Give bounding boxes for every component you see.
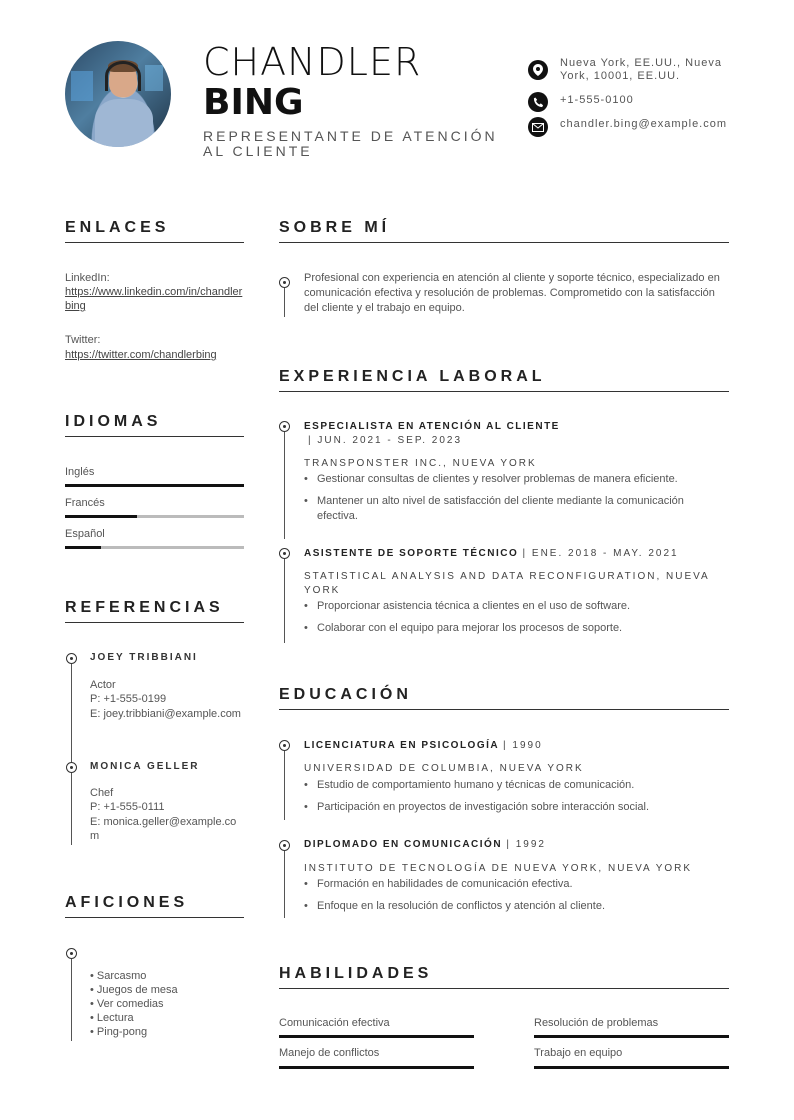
- skill-label: Resolución de problemas: [534, 1017, 659, 1029]
- timeline-dot-icon: [66, 653, 77, 664]
- skill-bar: [534, 1066, 729, 1069]
- hobby-item: • Ping-pong: [90, 1026, 148, 1038]
- timeline-dot-icon: [279, 277, 290, 288]
- job-title: ESPECIALISTA EN ATENCIÓN AL CLIENTE: [304, 421, 560, 432]
- language-bar-fill: [65, 515, 137, 518]
- section-title-habilidades: HABILIDADES: [279, 965, 433, 982]
- timeline-dot-icon: [279, 548, 290, 559]
- skill-bar-fill: [534, 1066, 729, 1069]
- timeline-dot-icon: [279, 840, 290, 851]
- reference-email: E: joey.tribbiani@example.com: [90, 708, 241, 720]
- school: UNIVERSIDAD DE COLUMBIA, NUEVA YORK: [304, 763, 584, 774]
- avatar: [65, 41, 171, 147]
- skill-bar-fill: [279, 1066, 474, 1069]
- twitter-link[interactable]: https://twitter.com/chandlerbing: [65, 349, 217, 361]
- timeline-dot-icon: [279, 421, 290, 432]
- timeline-line: [284, 555, 285, 643]
- language-bar-fill: [65, 546, 101, 549]
- section-title-educacion: EDUCACIÓN: [279, 686, 412, 703]
- divider: [279, 242, 729, 243]
- reference-name: JOEY TRIBBIANI: [90, 652, 198, 663]
- reference-role: Chef: [90, 787, 114, 799]
- timeline-line: [284, 427, 285, 539]
- degree-title: DIPLOMADO EN COMUNICACIÓN | 1992: [304, 839, 546, 850]
- hobby-item: • Sarcasmo: [90, 970, 147, 982]
- hobby-item: • Lectura: [90, 1012, 134, 1024]
- timeline-dot-icon: [279, 740, 290, 751]
- address: Nueva York, EE.UU., Nueva York, 10001, EE.UU.: [560, 57, 722, 82]
- section-title-aficiones: AFICIONES: [65, 894, 189, 911]
- phone-icon: [528, 92, 548, 112]
- divider: [279, 988, 729, 989]
- language-label: Español: [65, 528, 105, 540]
- reference-role: Actor: [90, 679, 116, 691]
- about-text: Profesional con experiencia en atención al cliente y soporte técnico, especializado en comunicación efectiva y resolución de problemas. Comprometido con la satisfacción del cliente y el trabajo en equipo.: [304, 272, 720, 314]
- job-bullet: • Mantener un alto nivel de satisfacción del cliente mediante la comunicación efectiva.: [304, 495, 684, 522]
- skill-label: Trabajo en equipo: [534, 1047, 623, 1059]
- reference-phone: P: +1-555-0199: [90, 693, 167, 705]
- job-dates: | JUN. 2021 - SEP. 2023: [308, 435, 463, 446]
- twitter-label: Twitter:: [65, 334, 101, 346]
- last-name: BING: [203, 82, 304, 123]
- language-label: Francés: [65, 497, 105, 509]
- skill-bar: [534, 1035, 729, 1038]
- job-bullet: • Proporcionar asistencia técnica a clientes en el uso de software.: [304, 600, 631, 612]
- degree-title: LICENCIATURA EN PSICOLOGÍA | 1990: [304, 740, 543, 751]
- timeline-line: [71, 956, 72, 1041]
- skill-bar-fill: [279, 1035, 474, 1038]
- company: STATISTICAL ANALYSIS AND DATA RECONFIGURATION, NUEVA YORK: [304, 571, 710, 596]
- linkedin-link[interactable]: https://www.linkedin.com/in/chandlerbing: [65, 286, 243, 312]
- linkedin-label: LinkedIn:: [65, 272, 110, 284]
- section-title-sobre-mi: SOBRE MÍ: [279, 219, 391, 236]
- divider: [279, 709, 729, 710]
- timeline-dot-icon: [66, 948, 77, 959]
- hobby-item: • Juegos de mesa: [90, 984, 178, 996]
- reference-phone: P: +1-555-0111: [90, 801, 165, 813]
- email[interactable]: chandler.bing@example.com: [560, 118, 728, 130]
- edu-bullet: • Formación en habilidades de comunicación efectiva.: [304, 878, 573, 890]
- skill-label: Comunicación efectiva: [279, 1017, 390, 1029]
- first-name: CHANDLER: [203, 40, 422, 84]
- section-title-referencias: REFERENCIAS: [65, 599, 224, 616]
- company: TRANSPONSTER INC., NUEVA YORK: [304, 458, 537, 469]
- divider: [65, 622, 244, 623]
- section-title-enlaces: ENLACES: [65, 219, 170, 236]
- email-icon: [528, 117, 548, 137]
- location-pin-icon: [528, 60, 548, 80]
- phone: +1-555-0100: [560, 94, 634, 106]
- section-title-experiencia: EXPERIENCIA LABORAL: [279, 368, 546, 385]
- edu-bullet: • Participación en proyectos de investigación sobre interacción social.: [304, 801, 650, 813]
- timeline-line: [284, 747, 285, 820]
- timeline-line: [71, 660, 72, 845]
- divider: [65, 917, 244, 918]
- language-bar-fill: [65, 484, 244, 487]
- language-bar: [65, 515, 244, 518]
- skill-bar-fill: [534, 1035, 729, 1038]
- divider: [65, 242, 244, 243]
- timeline-dot-icon: [66, 762, 77, 773]
- job-role: REPRESENTANTE DE ATENCIÓN AL CLIENTE: [203, 128, 498, 159]
- language-bar: [65, 546, 244, 549]
- reference-email: E: monica.geller@example.com: [90, 816, 237, 842]
- divider: [65, 436, 244, 437]
- job-bullet: • Gestionar consultas de clientes y resolver problemas de manera eficiente.: [304, 473, 678, 485]
- reference-name: MONICA GELLER: [90, 761, 200, 772]
- job-title: ASISTENTE DE SOPORTE TÉCNICO | ENE. 2018 - MAY. 2021: [304, 548, 679, 559]
- skill-bar: [279, 1035, 474, 1038]
- job-bullet: • Colaborar con el equipo para mejorar los procesos de soporte.: [304, 622, 623, 634]
- section-title-idiomas: IDIOMAS: [65, 413, 162, 430]
- edu-bullet: • Enfoque en la resolución de conflictos y atención al cliente.: [304, 900, 606, 912]
- hobby-item: • Ver comedias: [90, 998, 164, 1010]
- language-label: Inglés: [65, 466, 95, 478]
- language-bar: [65, 484, 244, 487]
- skill-label: Manejo de conflictos: [279, 1047, 380, 1059]
- school: INSTITUTO DE TECNOLOGÍA DE NUEVA YORK, NUEVA YORK: [304, 863, 693, 874]
- edu-bullet: • Estudio de comportamiento humano y técnicas de comunicación.: [304, 779, 635, 791]
- skill-bar: [279, 1066, 474, 1069]
- timeline-line: [284, 846, 285, 918]
- divider: [279, 391, 729, 392]
